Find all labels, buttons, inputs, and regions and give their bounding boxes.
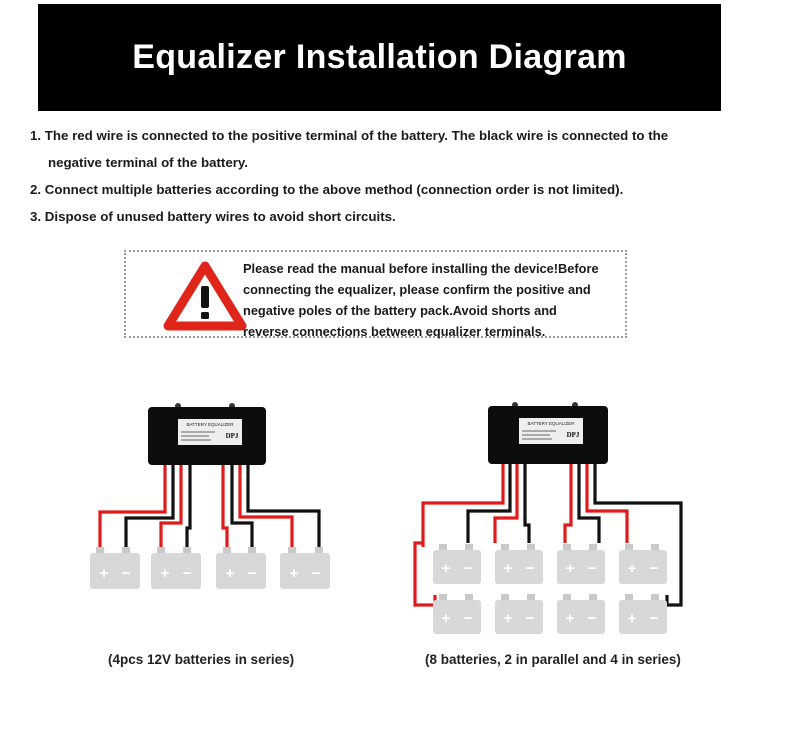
battery-plus: +	[627, 560, 637, 577]
battery	[557, 544, 605, 584]
warning-triangle-icon	[162, 260, 248, 332]
battery	[495, 544, 543, 584]
warning-line-4: reverse connections between equalizer terminals.	[243, 324, 546, 339]
battery-plus: +	[225, 565, 235, 582]
instruction-step-1-line-2: negative terminal of the battery.	[48, 155, 248, 170]
warning-line-2: connecting the equalizer, please confirm the positive and	[243, 282, 591, 297]
battery-plus: +	[441, 560, 451, 577]
battery-bank	[433, 544, 667, 634]
battery-minus: −	[463, 610, 473, 627]
page-title: Equalizer Installation Diagram	[132, 38, 627, 76]
battery	[151, 547, 201, 589]
title-banner	[38, 4, 721, 111]
battery-minus: −	[587, 560, 597, 577]
battery-minus: −	[121, 565, 131, 582]
battery	[90, 547, 140, 589]
parallel-series-wiring-diagram	[405, 395, 695, 640]
battery-minus: −	[649, 610, 659, 627]
battery	[557, 594, 605, 634]
battery-plus: +	[565, 610, 575, 627]
battery	[619, 544, 667, 584]
battery-plus: +	[565, 560, 575, 577]
battery-plus: +	[503, 560, 513, 577]
warning-line-1: Please read the manual before installing the device!Before	[243, 261, 599, 276]
instruction-step-2: 2. Connect multiple batteries according to the above method (connection order is not limited).	[30, 182, 624, 197]
battery	[280, 547, 330, 589]
parallel-caption: (8 batteries, 2 in parallel and 4 in series)	[425, 652, 681, 667]
battery-plus: +	[503, 610, 513, 627]
battery-minus: −	[247, 565, 257, 582]
instructions	[30, 122, 750, 230]
battery-plus: +	[289, 565, 299, 582]
device-label: BATTERY EQUALIZER	[527, 421, 575, 426]
battery-plus: +	[441, 610, 451, 627]
equalizer-device	[488, 402, 608, 464]
instruction-step-1-line-1: 1. The red wire is connected to the positive terminal of the battery. The black wire is connected to the	[30, 128, 669, 143]
device-brand: DPJ	[566, 431, 580, 439]
warning-box	[124, 250, 627, 338]
battery-plus: +	[627, 610, 637, 627]
battery	[433, 544, 481, 584]
battery-minus: −	[463, 560, 473, 577]
battery-minus: −	[182, 565, 192, 582]
battery	[433, 594, 481, 634]
battery-minus: −	[587, 610, 597, 627]
battery-plus: +	[160, 565, 170, 582]
battery-minus: −	[525, 610, 535, 627]
battery	[619, 594, 667, 634]
battery-minus: −	[311, 565, 321, 582]
series-caption: (4pcs 12V batteries in series)	[108, 652, 295, 667]
battery	[216, 547, 266, 589]
battery-minus: −	[649, 560, 659, 577]
device-label: BATTERY EQUALIZER	[186, 422, 234, 427]
battery	[495, 594, 543, 634]
instruction-step-3: 3. Dispose of unused battery wires to avoid short circuits.	[30, 209, 396, 224]
equalizer-device	[148, 403, 266, 465]
device-brand: DPJ	[225, 432, 239, 440]
warning-text	[243, 258, 628, 342]
battery-minus: −	[525, 560, 535, 577]
series-wiring-diagram	[82, 395, 342, 595]
battery-plus: +	[99, 565, 109, 582]
warning-line-3: negative poles of the battery pack.Avoid shorts and	[243, 303, 557, 318]
